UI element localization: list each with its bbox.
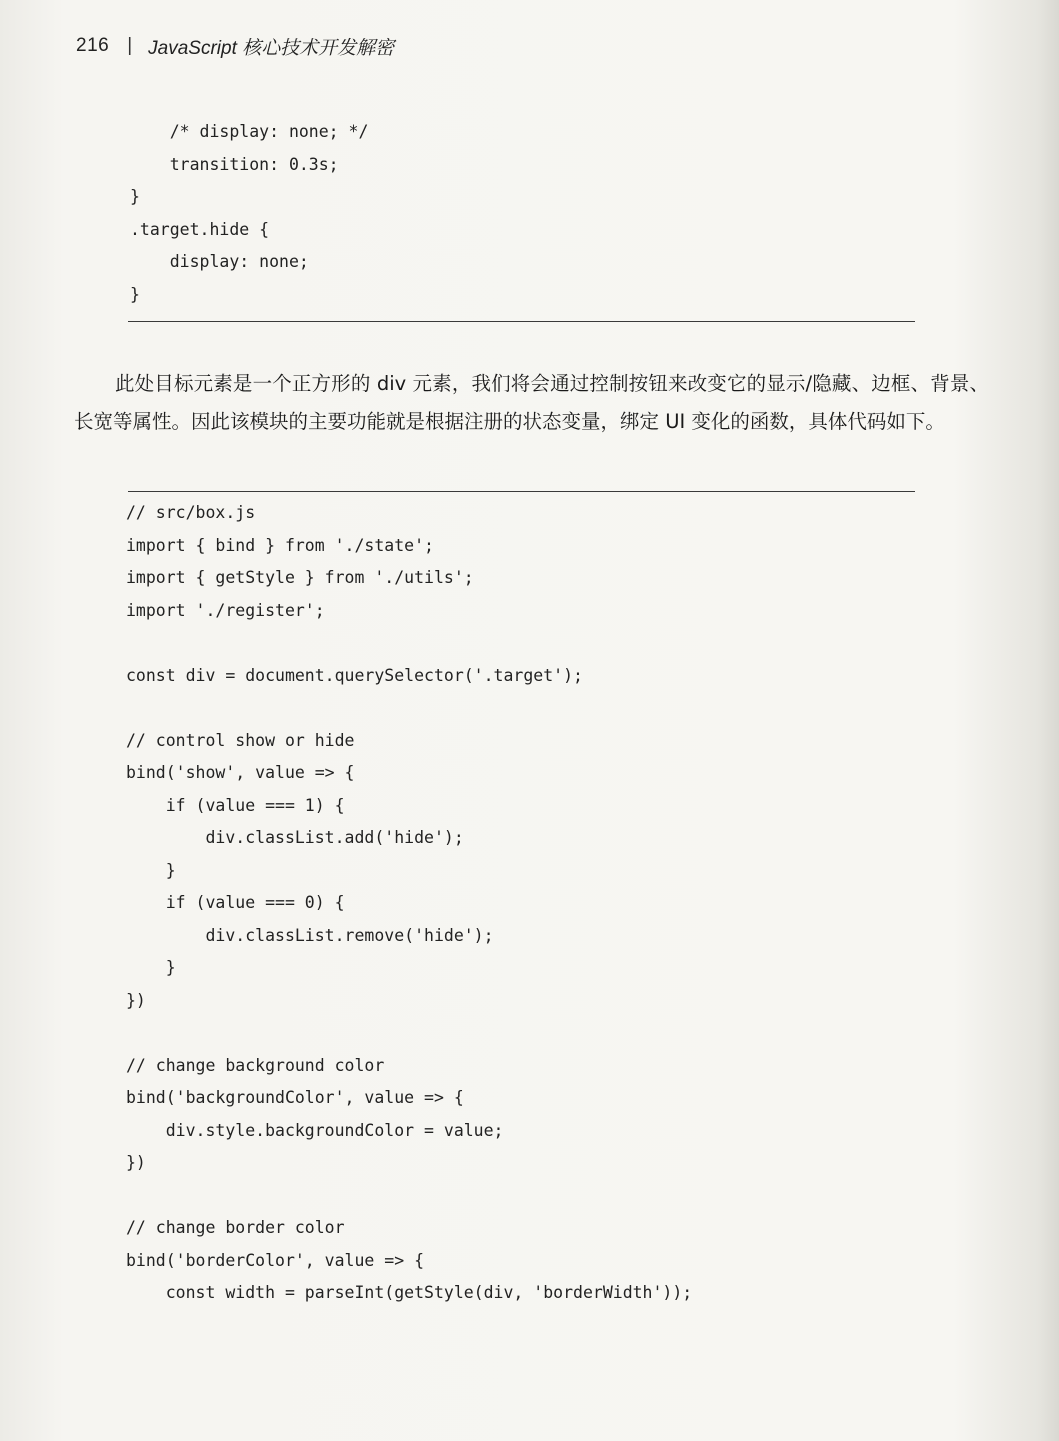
code-line: div.classList.remove('hide'); — [126, 925, 494, 945]
page-header — [76, 30, 394, 62]
code-line: /* display: none; */ — [130, 122, 369, 141]
code-line: .target.hide { — [130, 219, 270, 239]
code-line: }) — [126, 1153, 146, 1172]
page-number: 216 — [76, 35, 110, 56]
code-line: bind('borderColor', value => { — [126, 1250, 425, 1270]
code-block-bottom-rule — [128, 321, 915, 322]
code-line: display: none; — [130, 252, 309, 271]
code-block-top — [130, 116, 368, 311]
code-line: if (value === 0) { — [126, 893, 345, 912]
header-separator: | — [127, 35, 133, 56]
code-line: // change border color — [126, 1218, 345, 1237]
code-line: // src/box.js — [126, 503, 256, 522]
code-line: const width = parseInt(getStyle(div, 'borderWidth')); — [126, 1283, 693, 1302]
code-line: } — [126, 958, 176, 977]
code-line: import './register'; — [126, 600, 325, 620]
code-line — [126, 692, 692, 725]
code-line: if (value === 1) { — [126, 795, 345, 815]
code-line: transition: 0.3s; — [130, 154, 339, 174]
code-line: const div = document.querySelector('.target'); — [126, 665, 583, 685]
code-line: import { getStyle } from './utils'; — [126, 568, 474, 587]
code-block-main — [126, 497, 692, 1310]
code-line: import { bind } from './state'; — [126, 535, 434, 555]
code-line: bind('show', value => { — [126, 763, 355, 782]
code-block-top-rule — [128, 491, 915, 492]
code-line: // change background color — [126, 1055, 385, 1075]
code-line: } — [130, 284, 140, 304]
code-line — [126, 1017, 692, 1050]
body-paragraph: 此处目标元素是一个正方形的 div 元素，我们将会通过控制按钮来改变它的显示/隐藏、边框、背景、长宽等属性。因此该模块的主要功能就是根据注册的状态变量，绑定 UI 变化的函数，具体代码如下。 — [74, 372, 989, 433]
code-line: div.style.backgroundColor = value; — [126, 1120, 504, 1140]
code-line: // control show or hide — [126, 730, 355, 750]
code-line: } — [130, 187, 140, 206]
code-line: }) — [126, 990, 146, 1010]
book-title: JavaScript 核心技术开发解密 — [148, 37, 395, 59]
code-line: } — [126, 860, 176, 880]
code-line: div.classList.add('hide'); — [126, 828, 464, 847]
code-line: bind('backgroundColor', value => { — [126, 1088, 464, 1107]
code-line — [126, 1180, 692, 1213]
code-line — [126, 627, 692, 660]
